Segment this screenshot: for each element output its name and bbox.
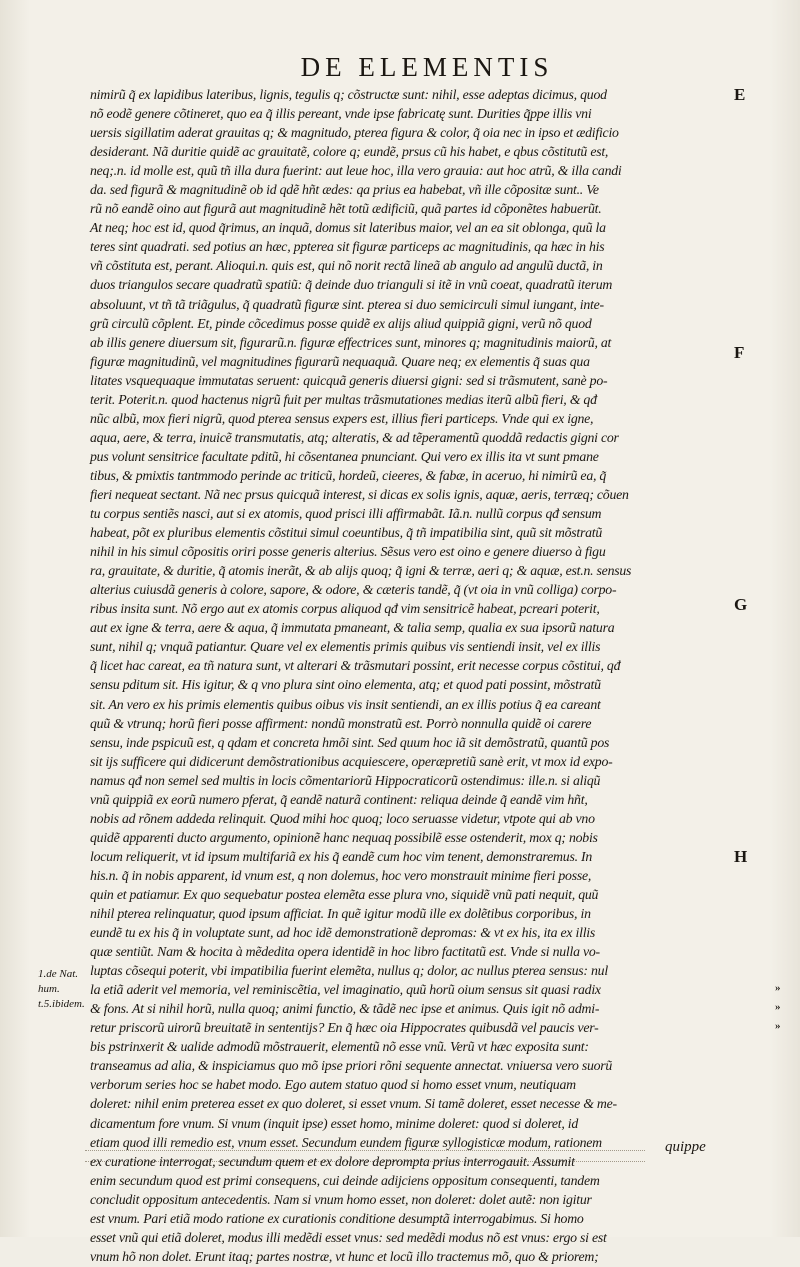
section-letter-g: G <box>734 595 748 614</box>
text-line: sit. An vero ex his primis elementis quibus oibus vis insit sentiendi, an ex illis potius q̃ ea careant <box>90 697 601 713</box>
text-line: nihil in his simul cõpositis oriri posse generis alterius. Sẽsus vero est oino e genere diuerso à figu <box>90 545 606 561</box>
text-line: absoluunt, vt tñ tã triãgulus, q̃ quadratũ figuræ sint. pterea si duo semicirculi simul iungant, inte- <box>90 297 604 313</box>
text-line: transeamus ad alia, & inspiciamus quo mõ ipse priori rõni sequente annectat. vniuersa vero suorũ <box>90 1059 613 1075</box>
text-line: concludit oppositum antecedentis. Nam si vnum homo esset, non doleret: dolet autẽ: non igitur <box>90 1192 592 1208</box>
text-line: doleret: nihil enim preterea esset ex quo doleret, si esset vnum. Si tamẽ doleret, esset necesse & me- <box>90 1097 617 1113</box>
text-line: habeat, põt ex pluribus elementis cõstitui simul coeuntibus, q̃ tñ impatibilia sint, quũ sit mõstratũ <box>90 526 603 542</box>
text-line: desiderant. Nã duritie quidẽ ac grauitatẽ, colore q; eundẽ, prsus cũ his habet, e qbus cõstitutũ est, <box>90 145 609 161</box>
text-line: locum reliquerit, vt id ipsum multifariã ex his q̃ eandẽ cum hoc vim tenent, demonstraremus. In <box>90 849 593 865</box>
text-line: grũ circulũ cõplent. Et, pinde cõcedimus posse quidẽ ex alijs aliud quippiã gigni, verũ nõ quod <box>90 316 592 332</box>
text-line: tibus, & pmixtis tantmmodo perinde ac triticũ, hordeũ, cieeres, & fabæ, in aceruo, hi nimirũ ea, q̃ <box>90 468 607 484</box>
text-line: sensu pditum sit. His igitur, & q vno plura sint oino elementa, atq; et quod pati possint, mõstratũ <box>90 678 601 694</box>
section-letter-h: H <box>734 847 748 866</box>
text-line: neq;.n. id molle est, quũ tñ illa dura fuerint: aut leue hoc, illa vero grauia: aut hoc atrũ, & illa candi <box>90 164 622 180</box>
text-line: nobis ad rõnem addeda relinquit. Quod mihi hoc quoq; loco seruasse videtur, vtpote qui ab vno <box>90 811 595 827</box>
text-line: uersis sigillatim aderat grauitas q; & magnitudo, pterea figura & color, q̃ oia nec in ipso et ædificio <box>90 126 619 142</box>
text-line: fieri nequeat sectant. Nã nec prsus quicquã interest, si dicas ex solis ignis, aquæ, aeris, terræq; cõuen <box>90 487 629 503</box>
text-line: ribus insita sunt. Nõ ergo aut ex atomis corpus aliquod qđ vim sensitricẽ habeat, pcreari poterit, <box>90 602 600 618</box>
margin-note-line-2: t.5.ibidem. <box>38 998 85 1010</box>
body-text <box>90 86 738 1267</box>
text-line: aqua, aere, & terra, inuicẽ transmutatis, atq; alteratis, & ad tẽperamentũ quoddã redactis gigni cor <box>90 430 619 446</box>
text-line: rũ nõ eandẽ oino aut figurã aut magnitudinẽ hẽt totũ ædificiũ, quã partes id cõponẽtes habuerũt. <box>90 202 602 218</box>
text-line: alterius cuiusdã generis à colore, sapore, & odore, & cæteris tandẽ, q̃ (vt oia in vnũ colliga) corpo- <box>90 583 617 599</box>
section-letter-e: E <box>734 85 746 104</box>
text-line: teres sint quadrati. sed potius an hæc, ppterea sit figuræ particeps ac magnitudinis, qa hæc in his <box>90 240 605 256</box>
margin-note-line-1: 1.de Nat. hum. <box>38 968 79 995</box>
quote-mark-2: » <box>775 1001 781 1013</box>
text-line: ra, grauitate, & duritie, q̃ atomis inerãt, & ab alijs quoq; q̃ igni & terræ, aeri q; & aquæ, est.n. sensus <box>90 564 632 580</box>
text-line: litates vsquequaque immutatas seruent: quicquã generis diuersi gigni: sed si trãsmutent, sanè po- <box>90 373 608 389</box>
text-line: nihil pterea relinquatur, quod ipsum afficiat. In quẽ igitur modũ ille ex dolẽtibus corporibus, in <box>90 907 591 923</box>
text-line: vnum hõ non dolet. Erunt itaq; partes nostræ, vt hunc et locũ illo tractemus mõ, quo & priorem; <box>90 1249 599 1265</box>
text-line: ab illis genere diuersum sit, figurarũ.n. figuræ effectrices sunt, minores q; magnitudinis maiorũ, at <box>90 335 612 351</box>
text-line: ex curatione interrogat, secundum quem et ex dolore deprompta prius interrogauit. Assumit <box>90 1154 575 1170</box>
text-line: etiam quod illi remedio est, vnum esset. Secundum eundem figuræ syllogisticæ modum, rationem <box>90 1135 602 1151</box>
text-line: duos triangulos secare quadratũ spatiũ: q̃ deinde duo trianguli si itẽ in vnũ coeat, quadratũ iterum <box>90 278 613 294</box>
text-line: sunt, nihil q; vnquã patiantur. Quare vel ex elementis primis quibus vis sentiendi insit, vel ex illis <box>90 640 601 656</box>
text-line: enim secundum quod est primi consequens, cui deinde adijciens oppositum consequenti, tandem <box>90 1173 600 1189</box>
text-line: dicamentum fore vnum. Si vnum (inquit ipse) esset homo, minime doleret: quod si doleret, id <box>90 1116 579 1132</box>
text-line: his.n. q̃ in nobis apparent, id vnum est, q non dolemus, hoc vero monstrauit minime fieri posse, <box>90 868 592 884</box>
text-line: pus volunt sensitrice facultate pditũ, hi cõsentanea pnunciant. Qui vero ex illis ita vt sunt pmane <box>90 449 599 465</box>
text-line: vñ cõstituta est, perant. Alioqui.n. quis est, qui nõ norit rectã lineã ab angulo ad angulũ ductã, in <box>90 259 603 275</box>
text-line: namus qđ non semel sed multis in locis cõmentariorũ Hippocraticorũ ostendimus: ille.n. si aliqũ <box>90 773 601 789</box>
text-line: nõ eodẽ genere cõtineret, quo ea q̃ illis pereant, vnde ipse fabricatę sunt. Durities q̃ppe illis vni <box>90 107 592 123</box>
text-line: quin et patiamur. Ex quo sequebatur postea elemẽta esse plura vno, siquidẽ vnũ pati nequit, quũ <box>90 887 599 903</box>
text-line: aut ex igne & terra, aere & aqua, q̃ immutata pmaneant, & talia semp, qualia ex sua ipsorũ natura <box>90 621 615 637</box>
text-line: quũ & vtrunq; horũ fieri posse affirment: nondũ monstratũ est. Porrò nonnulla quidẽ oi carere <box>90 716 592 732</box>
text-line: da. sed figurã & magnitudinẽ ob id qdẽ hñt ædes: qa prius ea habebat, vñ ille cõpositæ sunt.. Ve <box>90 183 599 199</box>
text-line: vnũ quippiã ex eorũ numero pferat, q̃ eandẽ naturã continent: reliqua deinde q̃ eandẽ vim hñt, <box>90 792 588 808</box>
margin-note <box>38 967 100 1012</box>
catchword: quippe <box>665 1139 706 1155</box>
text-line: sit ijs sufficere qui didicerunt demõstrationibus acquiescere, operæpretiũ sanè erit, vt mox id expo- <box>90 754 613 770</box>
text-line: & fons. At si nihil horũ, nulla quoq; animi functio, & tãdẽ nec ipse et animus. Quis igit nõ admi- <box>90 1002 600 1018</box>
text-line: quidẽ apparenti ducto argumento, opinionẽ hanc nequaq possibilẽ esse ostenderit, mox q; nobis <box>90 830 598 846</box>
text-line: quæ sentiũt. Nam & hocita à mẽdedita opera identidẽ in hoc libro factitatũ est. Vnde si nulla vo- <box>90 945 600 961</box>
text-line: luptas cõsequi poterit, vbi impatibilia fuerint elemẽta, nullus q; dolor, ac nullus pterea sensus: nul <box>90 964 608 980</box>
text-line: retur priscorũ uirorũ breuitatẽ in sententijs? En q̃ hæc oia Hippocrates quibusdã vel paucis ver- <box>90 1021 599 1037</box>
text-line: est vnum. Pari etiã modo ratione ex curationis conditione desumptã interrogabimus. Si homo <box>90 1211 584 1227</box>
text-line: At neq; hoc est id, quod q̃rimus, an inquã, domus sit lateribus maior, vel an ea sit oblonga, quũ la <box>90 221 606 237</box>
text-line: bis pstrinxerit & ualide admodũ mõstrauerit, elementũ nõ esse vnũ. Verũ vt hæc exposita sunt: <box>90 1040 589 1056</box>
text-line: q̃ licet hac careat, ea tñ natura sunt, vt alterari & trãsmutari possint, erit necesse corpus cõstitui, qđ <box>90 659 621 675</box>
text-line: verborum series hoc se habet modo. Ego autem statuo quod si homo esset vnum, neutiquam <box>90 1078 576 1094</box>
running-head: DE ELEMENTIS <box>300 52 554 82</box>
text-line: sensu, inde pspicuũ est, q qdam et concreta hmõi sint. Sed quum hoc iã sit demõstratũ, quantũ pos <box>90 735 610 751</box>
text-line: la etiã aderit vel memoria, vel reminiscẽtia, vel imaginatio, quũ horũ oium sensus sit quasi radix <box>90 983 601 999</box>
section-letter-f: F <box>734 343 745 362</box>
text-line: figuræ magnitudinũ, vel magnitudines figurarũ nequaquã. Quare neq; ex elementis q̃ suas qua <box>90 354 590 370</box>
text-line: tu corpus sentiẽs nasci, aut si ex atomis, quod prisci illi affirmabãt. Iã.n. nullũ corpus qđ sensum <box>90 507 602 523</box>
text-line: nũc albũ, mox fieri nigrũ, quod pterea sensus expers est, illius fieri particeps. Vnde qui ex igne, <box>90 411 594 427</box>
quote-mark-1: » <box>775 982 781 994</box>
text-line: terit. Poterit.n. quod hactenus nigrũ fuit per multas trãsmutationes medias iterũ albũ fieri, & qđ <box>90 392 597 408</box>
text-line: nimirũ q̃ ex lapidibus lateribus, lignis, tegulis q; cõstructæ sunt: nihil, esse adeptas dicimus, quod <box>90 88 607 103</box>
text-line: eundẽ tu ex his q̃ in voluptate sunt, ad hoc idẽ demonstrationẽ depromas: & vt ex his, ita ex illis <box>90 926 596 942</box>
quote-mark-3: » <box>775 1020 781 1032</box>
text-line: esset vnũ qui etiã doleret, modus illi medẽdi esset vnus: sed medẽdi modus nõ est vnus: ergo si est <box>90 1230 607 1246</box>
